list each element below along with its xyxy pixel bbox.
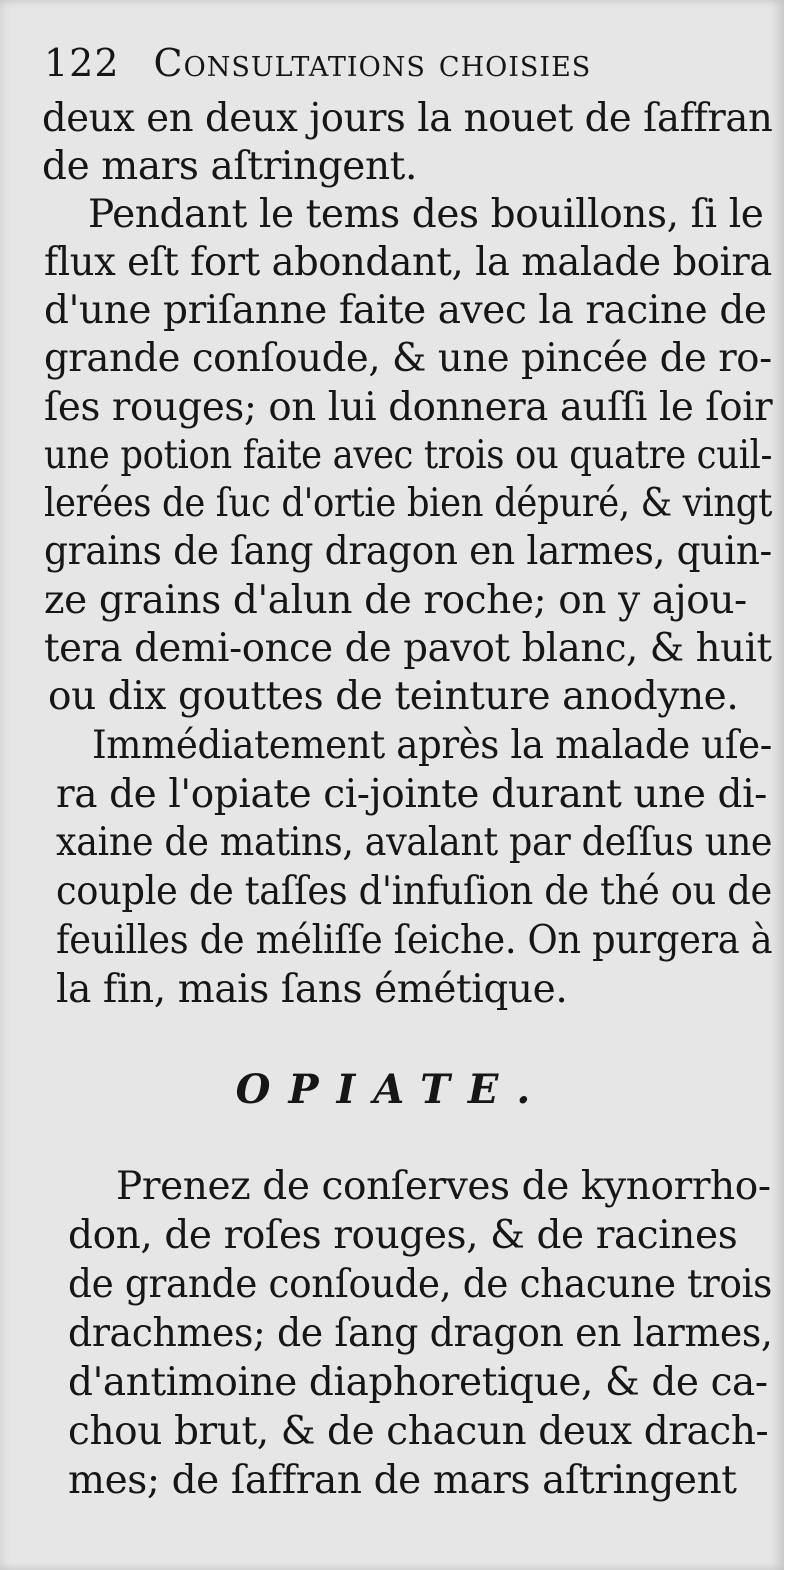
body-line: ſes rouges; on lui donnera auſſi le ſoir [44,385,773,430]
body-line: une potion faite avec trois ou quatre cuil- [44,433,773,478]
recipe-line: don, de roſes rouges, & de racines [68,1213,738,1258]
recipe-line: chou brut, & de chacun deux drach- [68,1409,769,1454]
body-line: flux eſt fort abondant, la malade boira [44,240,772,285]
body-line: la fin, mais ſans émétique. [56,967,568,1012]
recipe-line: drachmes; de ſang dragon en larmes, [68,1311,773,1356]
body-line: ra de l'opiate ci-jointe durant une di- [56,772,767,817]
body-line: deux en deux jours la nouet de ſaffran [42,96,773,141]
recipe-line: de grande conſoude, de chacune trois [68,1262,772,1307]
body-line: grains de ſang dragon en larmes, quin- [44,529,772,574]
running-title: Consultations choisies [153,41,592,85]
recipe-line: mes; de ſaffran de mars aſtringent [68,1458,737,1503]
body-line: de mars aſtringent. [42,144,417,189]
page-edge [784,0,800,1570]
body-line: feuilles de méliſſe ſeiche. On purgera à [56,918,773,963]
section-heading: OPIATE. [235,1066,549,1113]
body-line: Pendant le tems des bouillons, ſi le [88,192,764,237]
recipe-line: d'antimoine diaphoretique, & de ca- [68,1360,768,1405]
body-line: couple de taſſes d'infuſion de thé ou de [56,869,772,914]
body-line: tera demi-once de pavot blanc, & huit [44,626,772,671]
running-header [44,38,591,88]
page-number: 122 [44,41,120,85]
body-line: ou dix gouttes de teinture anodyne. [48,674,739,719]
body-line: ze grains d'alun de roche; on y ajou- [44,578,747,623]
recipe-line: Prenez de conſerves de kynorrho- [116,1164,771,1209]
body-line: grande conſoude, & une pincée de ro- [44,336,772,381]
body-line: Immédiatement après la malade uſe- [92,723,772,768]
body-line: xaine de matins, avalant par deſſus une [56,820,773,865]
body-line: d'une priſanne faite avec la racine de [44,288,767,333]
body-line: lerées de ſuc d'ortie bien dépuré, & vingt [44,481,772,526]
